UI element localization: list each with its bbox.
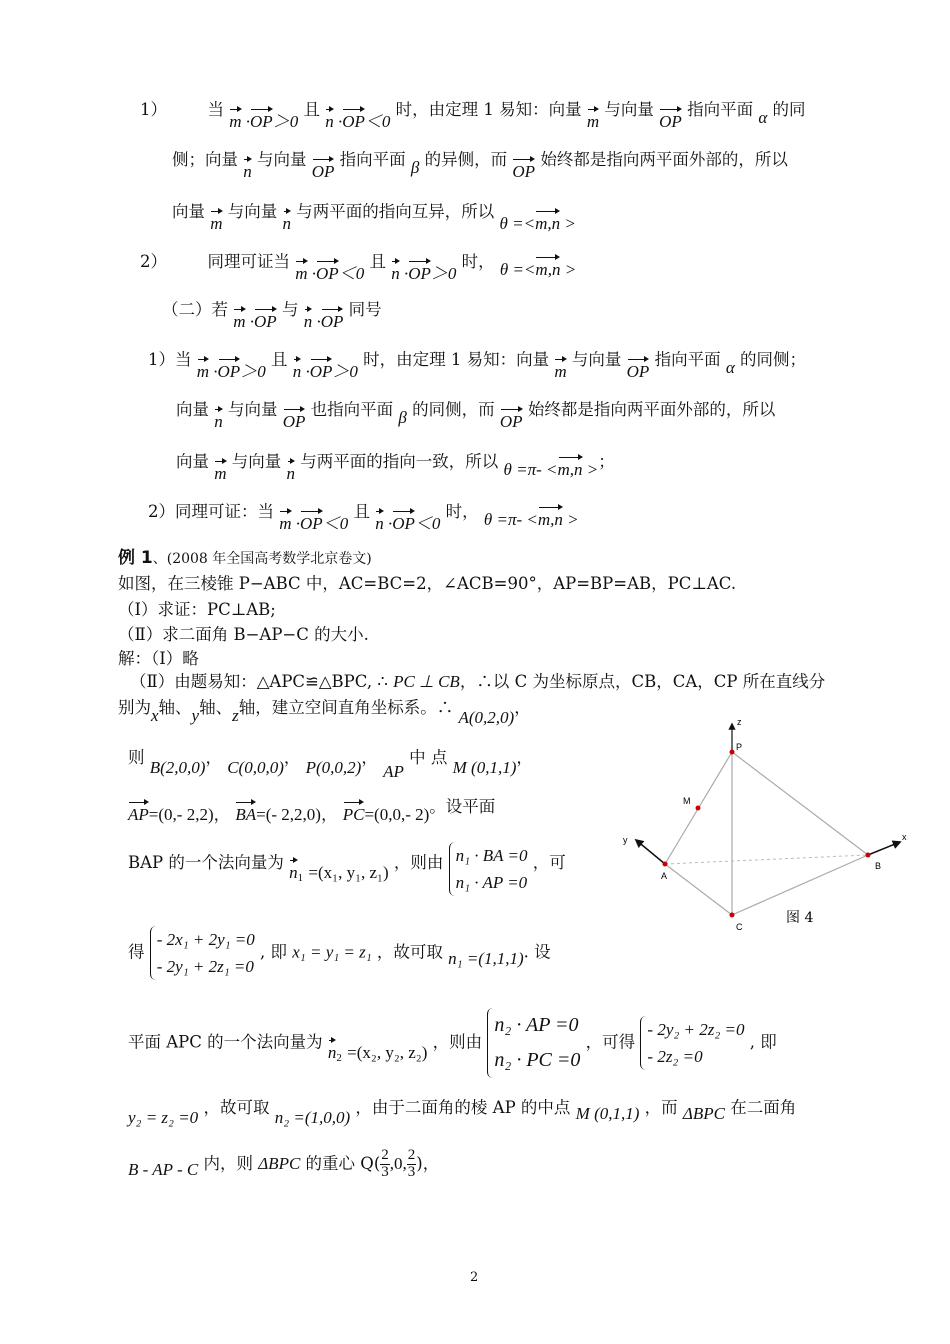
system-eq-1: n₁ · BA =0 n₁ · AP =0 [449, 842, 528, 896]
solution-line-3: 则 B(2,0,0)， C(0,0,0)， P(0,0,2)， AP 中 点 M (0,1,1)， [128, 748, 533, 781]
system-eq-2: - 2x₁ + 2y₁ =0 - 2y₁ + 2z₁ =0 [150, 926, 255, 980]
sec2-line3: 向量 m 与向量 n 与两平面的指向一致，所以 θ =π- <m,n >； [176, 452, 615, 483]
page-number: 2 [470, 1270, 479, 1285]
point-C [730, 913, 735, 918]
y-axis [636, 840, 665, 864]
figure-caption: 图 4 [786, 910, 814, 926]
sec1-line2: 侧；向量 n 与向量 OP 指向平面 β 的异侧，而 OP 始终都是指向两平面外部的，所以 [172, 150, 788, 181]
label-z: z [737, 717, 742, 727]
solution-line-7: 平面 APC 的一个法向量为 $n_2 =(x_2$, y₂, z₂) ，则由 n₂ · AP =0 n₂ · PC =0 ，可得 - 2y₂ + 2z₂ =0 - 2z₂ =0 , 即 [128, 1008, 777, 1078]
label-C: C [736, 922, 743, 932]
point-A [663, 862, 668, 867]
x-axis [868, 842, 900, 855]
pyramid-figure [620, 712, 920, 942]
solution-line-6: 得 - 2x₁ + 2y₁ =0 - 2y₁ + 2z₁ =0 , 即 x₁ = y₁ = z₁ ，故可取 n₁ =(1,1,1). 设 [128, 926, 551, 980]
point-B [866, 853, 871, 858]
solution-part-1: 解：（Ⅰ）略 [118, 649, 199, 668]
sec1-line1: 1） 当 m ·OP＞0 且 n ·OP＜0 时，由定理 1 易知：向量 m 与向量 OP 指向平面 α 的同 [140, 100, 806, 131]
label-A: A [661, 871, 668, 881]
example-problem: 如图，在三棱锥 P−ABC 中，AC=BC=2，∠ACB=90°，AP=BP=AB，PC⊥AC. [118, 574, 737, 593]
label-P: P [736, 742, 743, 752]
solution-line-1: （Ⅱ）由题易知：△APC≌△BPC, ∴ PC ⊥ CB，∴以 C 为坐标原点，CB，CA，CP 所在直线分 [130, 672, 826, 691]
solution-line-2: 别为x轴、y轴、z轴，建立空间直角坐标系。∴ A(0,2,0)， [118, 698, 531, 727]
sec2-line1: 1）当 m ·OP＞0 且 n ·OP＞0 时，由定理 1 易知：向量 m 与向量 OP 指向平面 α 的同侧； [148, 350, 807, 381]
sec2-heading: （二）若 m ·OP 与 n ·OP 同号 [162, 300, 382, 331]
solution-line-4: AP=(0,- 2,2)， BA=(- 2,2,0)， PC=(0,0,- 2)。设平面 [128, 797, 496, 824]
edge-AC [665, 864, 732, 915]
sec1-line4: 2） 同理可证当 m ·OP＜0 且 n ·OP＞0 时， θ =<m,n > [140, 252, 577, 283]
sec2-line4: 2）同理可证：当 m ·OP＜0 且 n ·OP＜0 时， θ =π- <m,n > [148, 502, 579, 533]
point-P [730, 750, 735, 755]
edge-AB [665, 855, 868, 864]
sec2-line2: 向量 n 与向量 OP 也指向平面 β 的同侧，而 OP 始终都是指向两平面外部的，所以 [176, 400, 776, 431]
example-question-2: （Ⅱ）求二面角 B−AP−C 的大小. [118, 625, 369, 644]
fraction-2-3: $\frac{2}{3}$ [381, 1147, 389, 1180]
edge-BC [732, 855, 868, 915]
system-eq-3: n₂ · AP =0 n₂ · PC =0 [487, 1008, 580, 1078]
label-y: y [623, 835, 628, 845]
point-M [696, 806, 701, 811]
fraction-2-3-second: $\frac{2}{3}$ [407, 1147, 416, 1180]
label-M: M [683, 796, 691, 806]
solution-line-8: y₂ = z₂ =0 ，故可取 n₂ =(1,0,0) ，由于二面角的棱 AP 的中点 M (0,1,1) ，而 ΔBPC 在二面角 [128, 1098, 797, 1127]
label-B: B [875, 861, 882, 871]
label-x: x [902, 832, 907, 842]
example-title: 例 1、(2008 年全国高考数学北京卷文) [118, 548, 372, 568]
example-question-1: （Ⅰ）求证：PC⊥AB; [118, 600, 276, 619]
solution-line-5: BAP 的一个法向量为 $n_1 =(x_1$, y₁, z₁) ，则由 n₁ · BA =0 n₁ · AP =0 ，可 [128, 842, 566, 896]
sec1-line3: 向量 m 与向量 n 与两平面的指向互异，所以 θ =<m,n > [172, 202, 576, 233]
edge-PB [732, 752, 868, 855]
solution-line-9: B - AP - C 内，则 ΔBPC 的重心 Q( $\frac{2}{3}$ ,0, $\frac{2}{3}$ )， [128, 1147, 440, 1180]
system-eq-4: - 2y₂ + 2z₂ =0 - 2z₂ =0 [640, 1016, 744, 1070]
